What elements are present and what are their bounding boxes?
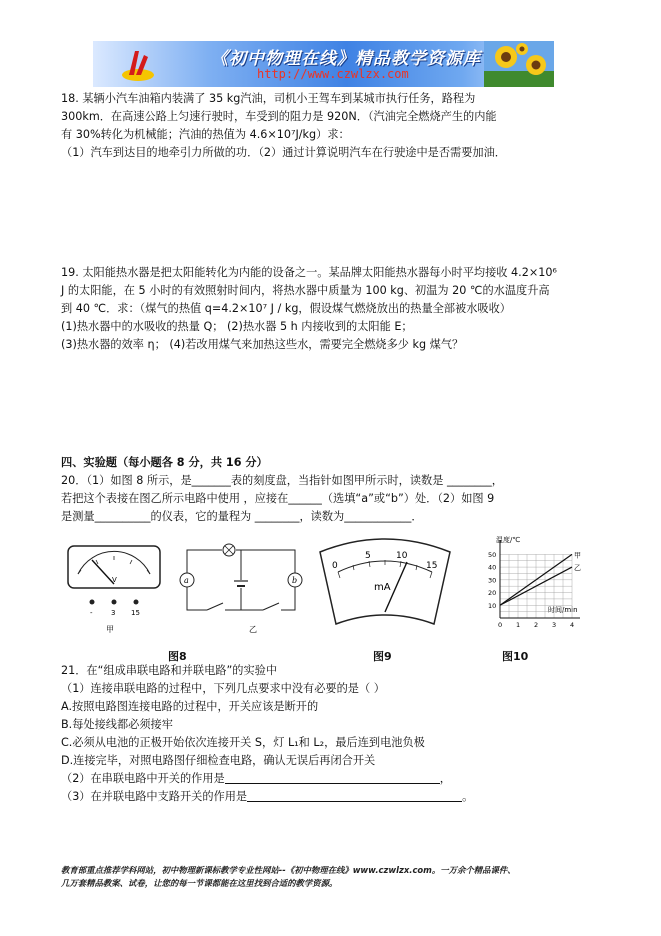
- voltmeter-v-label: V: [112, 576, 117, 584]
- footer-line2: 几万套精品教案、试卷，让您的每一节课都能在这里找到合适的教学资源。: [61, 878, 338, 888]
- answer-blank-2[interactable]: [225, 771, 440, 784]
- milliammeter-unit: mA: [374, 582, 391, 593]
- q19-line2: J 的太阳能，在 5 小时的有效照射时间内，将热水器中质量为 100 kg、初温为 20 ℃的水温度升高: [61, 284, 550, 297]
- fig8-yi-label: 乙: [249, 625, 257, 634]
- y-tick-label: 30: [488, 576, 497, 585]
- x-tick-label: 2: [534, 621, 539, 629]
- banner-title: 《初中物理在线》精品教学资源库: [211, 49, 481, 69]
- q19-line4: (1)热水器中的水吸收的热量 Q； (2)热水器 5 h 内接收到的太阳能 E；: [61, 320, 413, 333]
- chart-ylabel: 温度/℃: [496, 536, 521, 544]
- answer-blank-3[interactable]: [247, 789, 462, 802]
- q21-option-c: C.必须从电池的正极开始依次连接开关 S，灯 L₁和 L₂，最后连到电池负极: [61, 736, 425, 749]
- q20-line2: 若把这个表接在图乙所示电路中使用 ，应接在______（选填“a”或“b”）处．（2）如图 9: [61, 492, 495, 505]
- section-4-title: 四、实验题（每小题各 8 分，共 16 分）: [61, 456, 268, 469]
- scale-0-label: 0: [332, 561, 338, 571]
- x-tick-label: 0: [498, 621, 503, 629]
- chart-xlabel: 时间/min: [548, 606, 578, 614]
- fig8-jia-label: 甲: [106, 625, 114, 634]
- banner-url[interactable]: http://www.czwlzx.com: [257, 67, 409, 81]
- terminal-3: [112, 600, 117, 605]
- x-tick-label: 3: [552, 621, 557, 629]
- q20-line1: 20．（1）如图 8 所示，是_______表的刻度盘，当指针如图甲所示时，读数是 ________，: [61, 474, 503, 487]
- x-tick-label: 1: [516, 621, 521, 629]
- q19-line3: 到 40 ℃．求：（煤气的热值 q=4.2×10⁷ J / kg，假设煤气燃烧放出的热量全部被水吸收）: [61, 302, 511, 315]
- q21-line2: （1）连接串联电路的过程中，下列几点要求中没有必要的是（ ）: [61, 682, 385, 695]
- site-logo-icon: [119, 45, 157, 83]
- temperature-time-chart: [472, 532, 584, 632]
- fig8-caption: 图8: [168, 650, 187, 663]
- q20-line3: 是测量__________的仪表，它的量程为 ________，读数为____________．: [61, 510, 423, 523]
- y-tick-label: 10: [488, 601, 497, 610]
- terminal-minus-label: -: [90, 609, 93, 617]
- y-tick-label: 40: [488, 563, 497, 572]
- q19-line1: 19. 太阳能热水器是把太阳能转化为内能的设备之一。某品牌太阳能热水器每小时平均接收 4.2×10⁶: [61, 266, 557, 279]
- page-footer: [61, 864, 621, 890]
- q21-option-b: B.每处接线都必须接牢: [61, 718, 173, 731]
- q21-option-a: A.按照电路图连接电路的过程中，开关应该是断开的: [61, 700, 319, 713]
- question-18: [61, 90, 589, 162]
- q21-option-d: D.连接完毕，对照电路图仔细检查电路，确认无误后再闭合开关: [61, 754, 376, 767]
- question-19: [61, 264, 589, 354]
- terminal-15-label: 15: [131, 609, 140, 617]
- q18-line3: 有 30%转化为机械能；汽油的热值为 4.6×10⁷J/kg）求：: [61, 128, 350, 141]
- q18-line4: （1）汽车到达目的地牵引力所做的功．（2）通过计算说明汽车在行驶途中是否需要加油．: [61, 146, 506, 159]
- q18-line2: 300km．在高速公路上匀速行驶时，车受到的阻力是 920N．（汽油完全燃烧产生的内能: [61, 110, 497, 123]
- scale-5-label: 5: [365, 551, 371, 561]
- q21-line1: 21．在“组成串联电路和并联电路”的实验中: [61, 664, 278, 677]
- terminal-minus: [90, 600, 95, 605]
- x-tick-label: 4: [570, 621, 575, 629]
- q21-line4-text: （3）在并联电路中支路开关的作用是: [61, 790, 248, 803]
- node-b-label: b: [292, 576, 298, 585]
- series-label-jia: 甲: [574, 551, 581, 560]
- node-a-label: a: [184, 576, 189, 585]
- sunflower-icon: [484, 41, 554, 87]
- q18-line1: 18. 某辆小汽车油箱内装满了 35 kg汽油，司机小王驾车到某城市执行任务，路程为: [61, 92, 476, 105]
- terminal-15: [134, 600, 139, 605]
- series-label-yi: 乙: [574, 564, 581, 573]
- q21-line3: [61, 770, 589, 788]
- milliammeter-figure: [316, 532, 454, 630]
- footer-line1: 教育部重点推荐学科网站，初中物理新课标教学专业性网站--《初中物理在线》www.czwlzx.com。一万余个精品课件、: [61, 865, 516, 875]
- voltmeter-figure: [62, 540, 166, 646]
- question-21: [61, 662, 589, 806]
- circuit-figure: [177, 540, 307, 646]
- scale-15-label: 15: [426, 561, 438, 571]
- q21-line3-end: ，: [439, 772, 451, 785]
- q21-line3-text: （2）在串联电路中开关的作用是: [61, 772, 225, 785]
- q19-line5: (3)热水器的效率 η； (4)若改用煤气来加热这些水，需要完全燃烧多少 kg 煤气？: [61, 338, 464, 351]
- q21-line4-end: 。: [462, 790, 474, 803]
- question-20: [61, 472, 589, 526]
- terminal-3-label: 3: [111, 609, 116, 617]
- y-tick-label: 20: [488, 589, 497, 598]
- scale-10-label: 10: [396, 551, 408, 561]
- fig9-caption: 图9: [373, 650, 392, 663]
- y-tick-label: 50: [488, 550, 497, 559]
- fig10-caption: 图10: [502, 650, 529, 663]
- q21-line4: [61, 788, 589, 806]
- header-banner: [93, 41, 554, 87]
